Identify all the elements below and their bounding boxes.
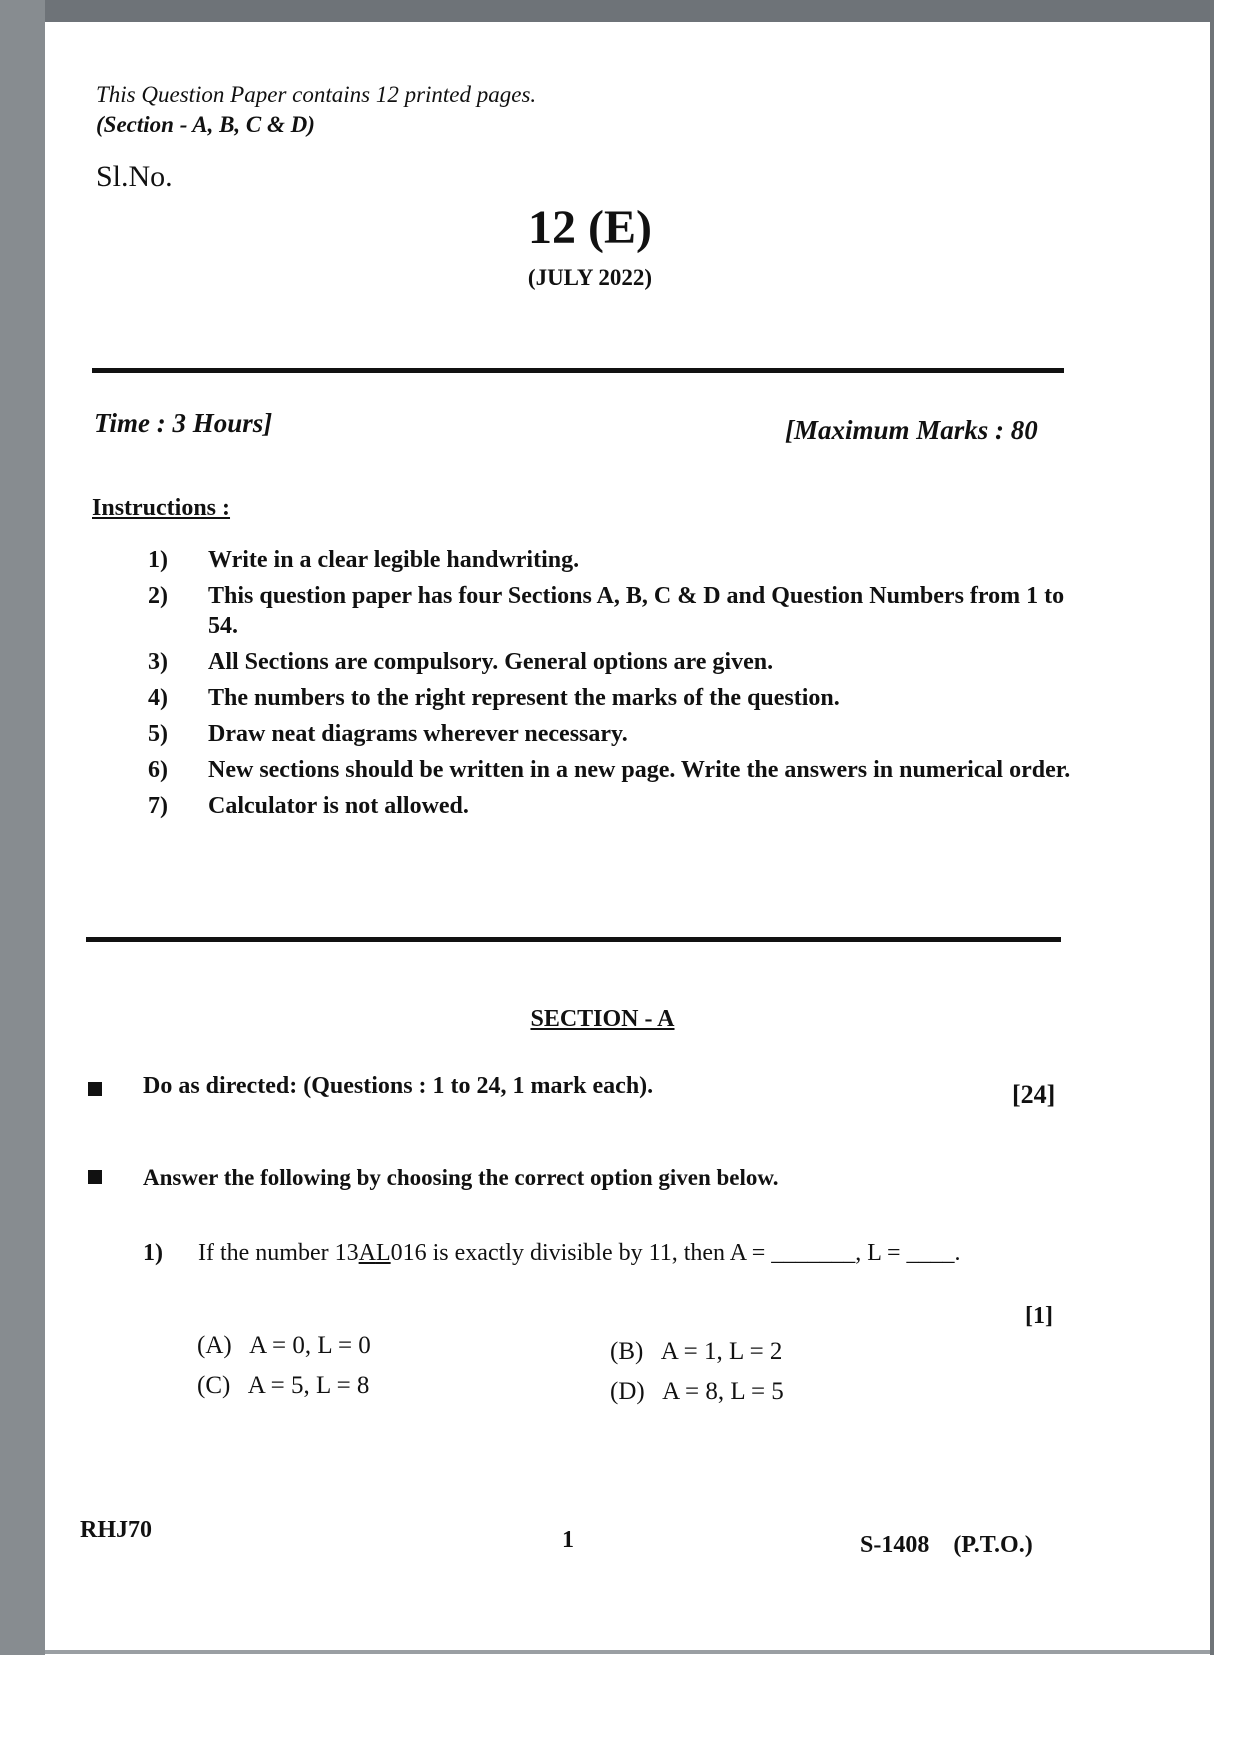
digit-a: A (358, 1240, 376, 1266)
instruction-text: All Sections are compulsory. General options are given. (208, 649, 774, 675)
footer-reference (860, 1532, 1033, 1559)
question-text-start: If the number 13 (198, 1240, 359, 1266)
instruction-text: This question paper has four Sections A, B, C & D and Question Numbers from 1 to 54. (208, 583, 1065, 639)
time-allowed: Time : 3 Hours] (94, 408, 273, 438)
maximum-marks: [Maximum Marks : 80 (785, 415, 1038, 445)
option-text: A = 8, L = 5 (662, 1378, 784, 1405)
option-label: (C) (197, 1372, 231, 1399)
option-a (197, 1332, 371, 1360)
instruction-number: 7) (148, 793, 168, 819)
instruction-item (148, 791, 1078, 821)
divider-bottom (86, 937, 1061, 942)
serial-number-label: Sl.No. (96, 160, 173, 193)
question-text (198, 1240, 961, 1267)
sections-note: (Section - A, B, C & D) (96, 112, 315, 137)
pages-note: This Question Paper contains 12 printed pages. (96, 82, 537, 107)
instruction-number: 3) (148, 649, 168, 675)
option-label: (A) (197, 1332, 232, 1359)
instruction-text: New sections should be written in a new page. Write the answers in numerical order. (208, 757, 1071, 783)
instructions-list (148, 545, 1078, 827)
option-text: A = 5, L = 8 (247, 1372, 370, 1399)
instruction-item (148, 755, 1078, 785)
instruction-number: 4) (148, 685, 168, 711)
exam-date: (JULY 2022) (527, 265, 653, 290)
section-a-title: SECTION - A (530, 1006, 675, 1032)
instruction-item (148, 719, 1078, 749)
question-number: 1) (143, 1240, 163, 1266)
section-directive: Do as directed: (Questions : 1 to 24, 1 mark each). (143, 1073, 654, 1099)
scan-border-right (1210, 0, 1242, 1655)
pto-label: (P.T.O.) (953, 1532, 1033, 1558)
page-edge-bottom (45, 1650, 1210, 1654)
instruction-text: Draw neat diagrams wherever necessary. (208, 721, 628, 747)
footer-code: RHJ70 (80, 1517, 152, 1543)
option-b (610, 1338, 782, 1366)
digit-l: L (375, 1240, 391, 1266)
scan-border-top (0, 0, 1242, 22)
question-text-end: 016 is exactly divisible by 11, then A = _______, L = ____. (390, 1240, 961, 1266)
instruction-number: 2) (148, 583, 168, 609)
instructions-title: Instructions : (92, 495, 231, 521)
option-text: A = 0, L = 0 (249, 1332, 371, 1359)
instruction-text: Calculator is not allowed. (208, 793, 469, 819)
option-d (610, 1378, 784, 1406)
instruction-item (148, 545, 1078, 575)
divider-top (92, 368, 1064, 373)
top-note (96, 80, 536, 140)
section-marks: [24] (1012, 1080, 1056, 1109)
paper-reference: S-1408 (860, 1532, 930, 1558)
instruction-number: 5) (148, 721, 168, 747)
instruction-number: 6) (148, 757, 168, 783)
option-label: (B) (610, 1338, 644, 1365)
page-number: 1 (562, 1527, 574, 1553)
option-text: A = 1, L = 2 (660, 1338, 783, 1365)
instruction-item (148, 581, 1078, 641)
question-marks: [1] (1025, 1303, 1053, 1329)
option-c (197, 1372, 369, 1400)
instruction-number: 1) (148, 547, 168, 573)
square-bullet-icon (88, 1082, 102, 1096)
answer-note: Answer the following by choosing the correct option given below. (143, 1165, 779, 1190)
square-bullet-icon (88, 1170, 102, 1184)
instruction-item (148, 683, 1078, 713)
instruction-text: Write in a clear legible handwriting. (208, 547, 580, 573)
instruction-item (148, 647, 1078, 677)
paper-code: 12 (E) (528, 201, 652, 254)
option-label: (D) (610, 1378, 645, 1405)
instruction-text: The numbers to the right represent the marks of the question. (208, 685, 840, 711)
